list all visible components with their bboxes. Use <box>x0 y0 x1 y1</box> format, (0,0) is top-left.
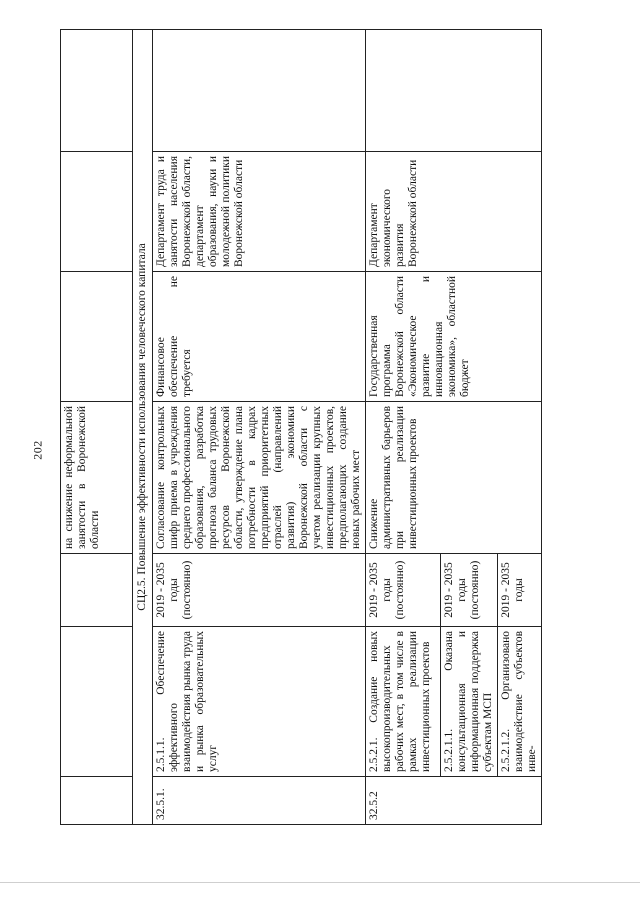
row-number: 32.5.1. <box>153 777 366 825</box>
subperiod-text: 2019 - 2035 годы <box>498 554 542 627</box>
result-text: Согласование контрольных шифр приема в учреждения среднего профессионального образования, разработка прогноза баланса трудовых ресурсов Воронежской области, утверждение плана потребности в кадрах предприятий приоритетных отраслей (направлений развития) экономики Воронежской области с учетом реализации крупных инвестиционных проектов, предполагающих создание новых рабочих мест <box>153 402 366 554</box>
measure-text: 2.5.1.1. Обеспечение эффективного взаимодействия рынка труда и рынка образовательных услуг <box>153 627 366 777</box>
table-row <box>61 30 133 825</box>
scan-edge-line <box>0 882 640 883</box>
subperiod-text: 2019 - 2035 годы (постоянно) <box>441 554 498 627</box>
responsible-text: Департамент труда и занятости населения Воронежской области, департамент образования, науки и молодежной политики Воронежской области <box>153 152 366 272</box>
result-text: Снижение административных барьеров при реализации инвестиционных проектов <box>366 402 542 554</box>
document-frame <box>60 30 538 825</box>
section-title: СЦ2.5. Повышение эффективности использования человеческого капитала <box>133 30 153 825</box>
page-number: 202 <box>30 440 45 460</box>
period-text: 2019 - 2035 годы (постоянно) <box>153 554 366 627</box>
responsible-text: Департамент экономического развития Воронежской области <box>366 152 542 272</box>
submeasure-text: 2.5.2.1.2. Организовано взаимодействие субъектов инве- <box>498 627 542 777</box>
rotated-table-container <box>60 30 538 825</box>
top-row-text: на снижение неформальной занятости в Воронежской области <box>61 402 133 554</box>
submeasure-text: 2.5.2.1.1. Оказана консультационная и информационная поддержка субъектам МСП <box>441 627 498 777</box>
table-row <box>153 30 366 825</box>
measures-table <box>60 29 542 825</box>
measure-text: 2.5.2.1. Создание новых высокопроизводительных рабочих мест, в том числе в рамках реализации инвестиционных проектов <box>366 627 441 777</box>
period-text: 2019 - 2035 годы (постоянно) <box>366 554 441 627</box>
finance-text: Финансовое обеспечение не требуется <box>153 272 366 402</box>
row-number: 32.5.2 <box>366 777 542 825</box>
finance-text: Государственная программа Воронежской области «Экономическое развитие и инновационная экономика», областной бюджет <box>366 272 542 402</box>
section-title-row <box>133 30 153 825</box>
table-row <box>366 30 441 825</box>
